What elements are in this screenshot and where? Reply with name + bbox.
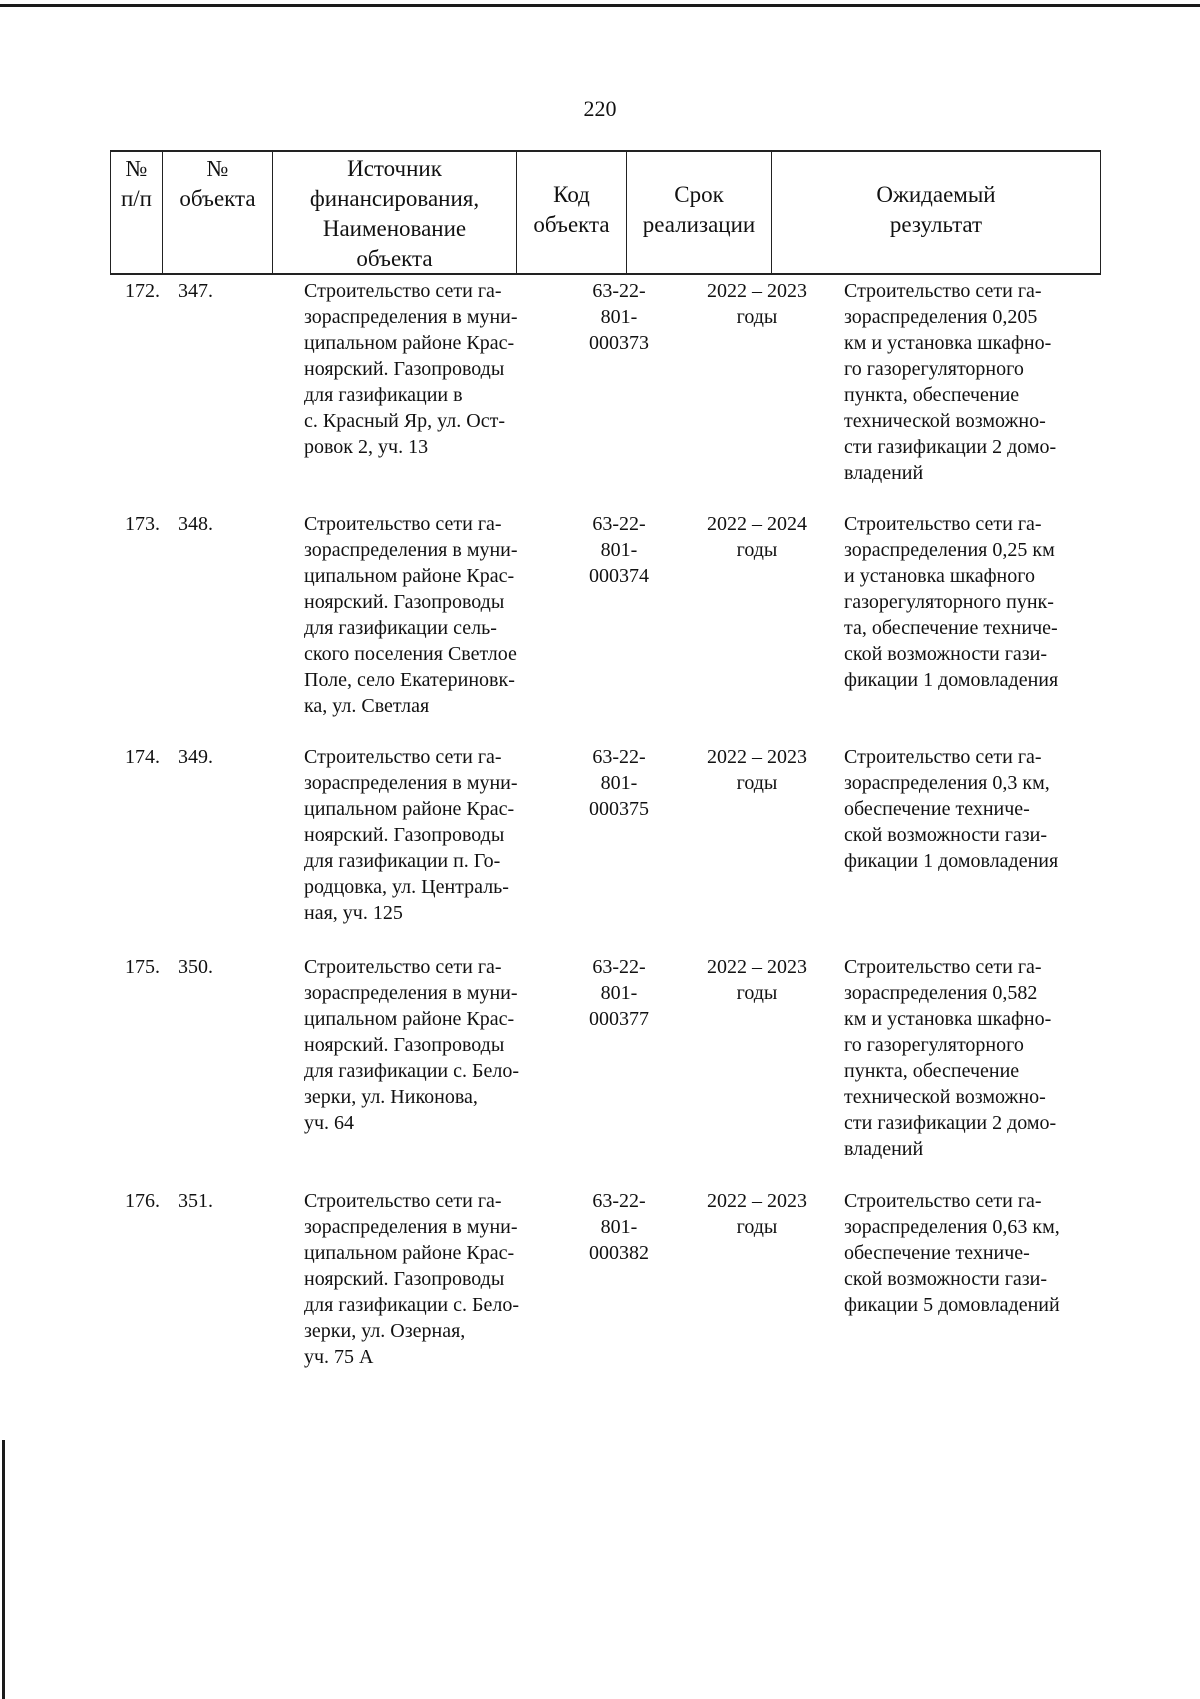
- row-name: Строительство сети га- зораспределения в муни- ципальном районе Крас- ноярский. Газопроводы для газификации сель- ского поселения Светлое Поле, село Екатериновк- ка, ул. Светлая: [304, 513, 518, 717]
- row-num: 173.: [125, 513, 160, 535]
- row-object-num: 350.: [178, 956, 213, 978]
- row-term: 2022 – 2023 годы: [707, 1190, 807, 1238]
- row-term: 2022 – 2023 годы: [707, 746, 807, 794]
- row-code: 63-22- 801- 000377: [589, 956, 649, 1030]
- row-term: 2022 – 2023 годы: [707, 280, 807, 328]
- row-num: 176.: [125, 1190, 160, 1212]
- row-term: 2022 – 2023 годы: [707, 956, 807, 1004]
- header-source: Источник финансирования, Наименование объекта: [272, 150, 516, 274]
- row-object-num: 347.: [178, 280, 213, 302]
- row-result: Строительство сети га- зораспределения 0,205 км и установка шкафно- го газорегуляторного пункта, обеспечение технической возможно- сти газификации 2 домо- владений: [844, 280, 1057, 484]
- row-result: Строительство сети га- зораспределения 0,3 км, обеспечение техниче- ской возможности гази- фикации 1 домовладения: [844, 746, 1059, 872]
- table-header-bottom-border: [110, 273, 1101, 275]
- row-object-num: 351.: [178, 1190, 213, 1212]
- header-code: Код объекта: [516, 150, 626, 274]
- scan-edge-left: [2, 1440, 5, 1699]
- header-object-num: № объекта: [162, 150, 272, 274]
- row-name: Строительство сети га- зораспределения в муни- ципальном районе Крас- ноярский. Газопроводы для газификации с. Бело- зерки, ул. Никонова, уч. 64: [304, 956, 519, 1134]
- row-object-num: 349.: [178, 746, 213, 768]
- row-num: 175.: [125, 956, 160, 978]
- row-name: Строительство сети га- зораспределения в муни- ципальном районе Крас- ноярский. Газопроводы для газификации в с. Красный Яр, ул. Ост- ровок 2, уч. 13: [304, 280, 518, 458]
- row-name: Строительство сети га- зораспределения в муни- ципальном районе Крас- ноярский. Газопроводы для газификации с. Бело- зерки, ул. Озерная, уч. 75 А: [304, 1190, 519, 1368]
- row-term: 2022 – 2024 годы: [707, 513, 807, 561]
- row-code: 63-22- 801- 000373: [589, 280, 649, 354]
- row-num: 172.: [125, 280, 160, 302]
- row-object-num: 348.: [178, 513, 213, 535]
- row-result: Строительство сети га- зораспределения 0,63 км, обеспечение техниче- ской возможности гази- фикации 5 домовладений: [844, 1190, 1060, 1316]
- page-number: 220: [583, 96, 617, 121]
- row-result: Строительство сети га- зораспределения 0,25 км и установка шкафного газорегуляторного пунк- та, обеспечение техниче- ской возможности гази- фикации 1 домовладения: [844, 513, 1059, 691]
- row-code: 63-22- 801- 000382: [589, 1190, 649, 1264]
- row-code: 63-22- 801- 000374: [589, 513, 649, 587]
- table-top-border: [110, 150, 1101, 152]
- row-num: 174.: [125, 746, 160, 768]
- scan-edge-top: [0, 4, 1200, 7]
- row-result: Строительство сети га- зораспределения 0,582 км и установка шкафно- го газорегуляторного пункта, обеспечение технической возможно- сти газификации 2 домо- владений: [844, 956, 1057, 1160]
- header-num: № п/п: [110, 150, 162, 274]
- table-header: [110, 150, 1101, 274]
- header-result: Ожидаемый результат: [771, 150, 1101, 274]
- row-code: 63-22- 801- 000375: [589, 746, 649, 820]
- row-name: Строительство сети га- зораспределения в муни- ципальном районе Крас- ноярский. Газопроводы для газификации п. Го- родцовка, ул. Централь- ная, уч. 125: [304, 746, 518, 924]
- header-term: Срок реализации: [626, 150, 771, 274]
